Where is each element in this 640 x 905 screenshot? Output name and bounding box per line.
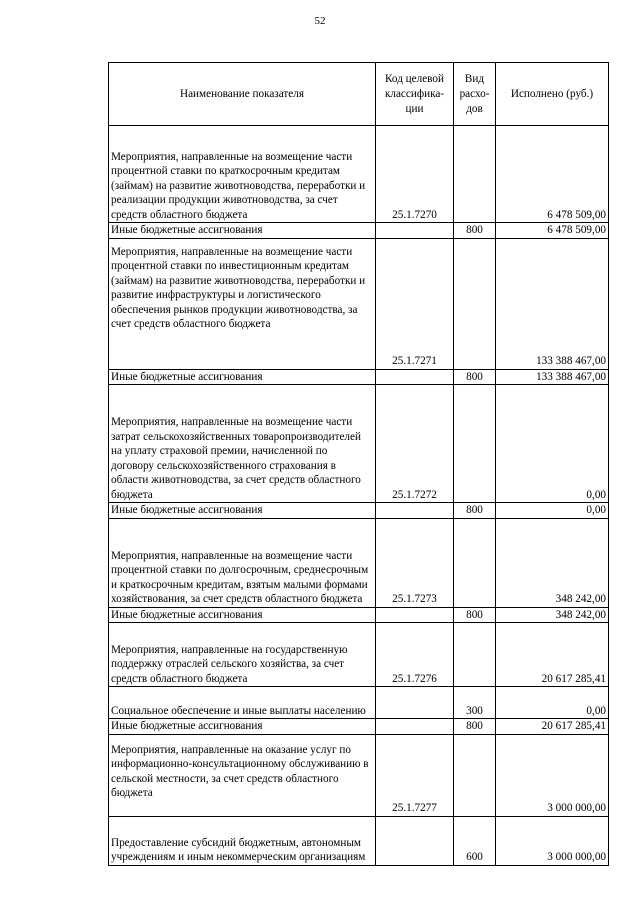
row-amount: 20 617 285,41 (496, 623, 609, 687)
table-row (109, 623, 609, 687)
row-name: Иные бюджетные ассигнования (109, 719, 376, 735)
row-name: Иные бюджетные ассигнования (109, 503, 376, 519)
table-row (109, 503, 609, 519)
row-name (109, 238, 376, 369)
table-row (109, 223, 609, 239)
table-row (109, 385, 609, 503)
row-code: 25.1.7271 (376, 238, 454, 369)
row-amount: 0,00 (496, 687, 609, 719)
row-code (376, 719, 454, 735)
row-amount: 20 617 285,41 (496, 719, 609, 735)
row-name: Предоставление субсидий бюджетным, автономным учреждениям и иным некоммерческим организациям (109, 816, 376, 865)
row-amount: 6 478 509,00 (496, 223, 609, 239)
row-amount: 348 242,00 (496, 607, 609, 623)
row-kind: 800 (454, 223, 496, 239)
row-name (109, 734, 376, 816)
row-name: Иные бюджетные ассигнования (109, 607, 376, 623)
row-kind: 800 (454, 503, 496, 519)
row-amount: 0,00 (496, 503, 609, 519)
header-amount: Исполнено (руб.) (496, 63, 609, 126)
row-name: Иные бюджетные ассигнования (109, 223, 376, 239)
row-code (376, 223, 454, 239)
row-kind (454, 623, 496, 687)
row-code: 25.1.7270 (376, 126, 454, 223)
row-code (376, 369, 454, 385)
row-kind: 600 (454, 816, 496, 865)
row-kind: 800 (454, 719, 496, 735)
row-name-text: Мероприятия, направленные на возмещение части процентной ставки по инвестиционным кредитам (займам) на развитие животноводства, переработки и развитие инфраструктуры и логистического обеспечения рынков продукции животноводства, за счет средств областного бюджета (111, 245, 366, 330)
row-amount: 0,00 (496, 385, 609, 503)
header-kind: Вид расхо-дов (454, 63, 496, 126)
row-name: Иные бюджетные ассигнования (109, 369, 376, 385)
table-row (109, 518, 609, 607)
table-row (109, 734, 609, 816)
row-code (376, 503, 454, 519)
table-header-row (109, 63, 609, 126)
row-code: 25.1.7277 (376, 734, 454, 816)
row-name: Мероприятия, направленные на возмещение части затрат сельскохозяйственных товаропроизводителей на уплату страховой премии, начисленной по договору сельскохозяйственного страхования в области животноводства, за счет средств областного бюджета (109, 385, 376, 503)
row-amount: 3 000 000,00 (496, 734, 609, 816)
table-row (109, 816, 609, 865)
row-amount: 3 000 000,00 (496, 816, 609, 865)
header-name: Наименование показателя (109, 63, 376, 126)
table-row (109, 607, 609, 623)
row-name-text: Мероприятия, направленные на оказание услуг по информационно-консультационному обслуживанию в сельской местности, за счет средств областного бюджета (111, 743, 369, 799)
page-number: 52 (314, 15, 326, 27)
row-code (376, 816, 454, 865)
row-name: Социальное обеспечение и иные выплаты населению (109, 687, 376, 719)
row-kind: 300 (454, 687, 496, 719)
row-code: 25.1.7272 (376, 385, 454, 503)
row-kind (454, 238, 496, 369)
row-name: Мероприятия, направленные на государственную поддержку отраслей сельского хозяйства, за счет средств областного бюджета (109, 623, 376, 687)
table-row (109, 719, 609, 735)
row-kind (454, 385, 496, 503)
row-kind (454, 126, 496, 223)
header-code: Код целевой классифика-ции (376, 63, 454, 126)
row-amount: 133 388 467,00 (496, 238, 609, 369)
table-row (109, 687, 609, 719)
execution-table (108, 62, 609, 866)
row-name: Мероприятия, направленные на возмещение части процентной ставки по долгосрочным, среднесрочным и краткосрочным кредитам, взятым малыми формами хозяйствования, за счет средств областного бюджета (109, 518, 376, 607)
table-row (109, 126, 609, 223)
row-amount: 6 478 509,00 (496, 126, 609, 223)
table-row (109, 369, 609, 385)
table-row (109, 238, 609, 369)
row-code (376, 607, 454, 623)
row-amount: 348 242,00 (496, 518, 609, 607)
row-kind: 800 (454, 369, 496, 385)
row-code: 25.1.7276 (376, 623, 454, 687)
row-kind (454, 518, 496, 607)
row-code: 25.1.7273 (376, 518, 454, 607)
row-amount: 133 388 467,00 (496, 369, 609, 385)
row-name: Мероприятия, направленные на возмещение части процентной ставки по краткосрочным кредитам (займам) на развитие животноводства, переработки и реализации продукции животноводства, за счет средств областного бюджета (109, 126, 376, 223)
row-kind: 800 (454, 607, 496, 623)
row-kind (454, 734, 496, 816)
row-code (376, 687, 454, 719)
